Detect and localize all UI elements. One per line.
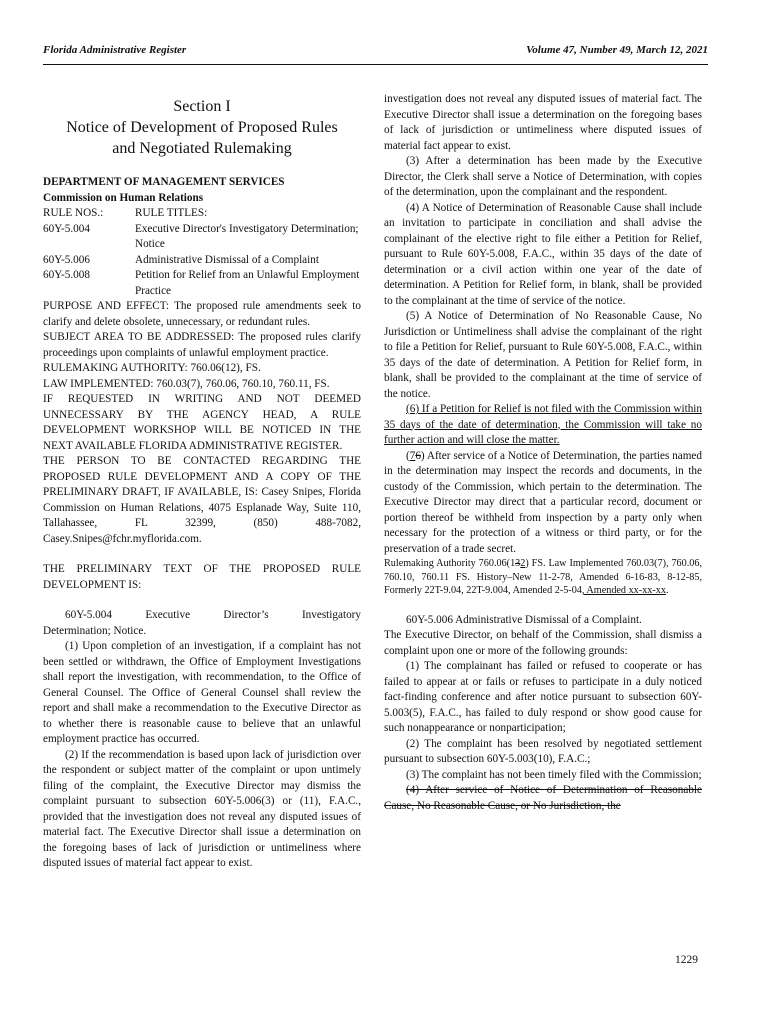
rule-list-header: RULE NOS.: RULE TITLES: [43, 207, 208, 219]
section-title: Section I Notice of Development of Proposed Rules and Negotiated Rulemaking [66, 98, 338, 157]
law-implemented: LAW IMPLEMENTED: 760.03(7), 760.06, 760.10, 760.11, FS. [43, 377, 330, 390]
header-rule [43, 64, 708, 65]
rule-5004-para-2-cont: investigation does not reveal any disputed issues of material fact. The Executive Director shall issue a determination on the foregoing bases of lack of jurisdiction or untimeliness where disputed issues of material fact appear to exist. [384, 93, 702, 152]
rule-5006-para-2: (2) The complaint has been resolved by negotiated settlement pursuant to subsection 60Y-5.003(10), F.A.C.; [384, 737, 702, 765]
department-name: DEPARTMENT OF MANAGEMENT SERVICES [43, 176, 285, 188]
rule-5004-para-7: (76) After service of a Notice of Determination, the parties named in the determination may inspect the records and documents, in the custody of the Commission, which pertain to the determination. The Executive Director may direct that a particular record, document or portion thereof be withheld from inspection by a party only when necessary for the protection of a witness or third party, or for the preservation of a trade secret. [384, 449, 702, 555]
page-number: 1229 [675, 954, 698, 966]
workshop-notice: IF REQUESTED IN WRITING AND NOT DEEMED UNNECESSARY BY THE AGENCY HEAD, A RULE DEVELOPMENT WORKSHOP WILL BE NOTICED IN THE NEXT AVAILABLE FLORIDA ADMINISTRATIVE REGISTER. [43, 393, 361, 452]
rule-5004-heading-cont: Determination; Notice. [43, 624, 147, 637]
commission-name: Commission on Human Relations [43, 191, 204, 204]
rule-list-item: 60Y-5.008 Petition for Relief from an Unlawful Employment Practice [43, 269, 360, 297]
preliminary-text-heading: THE PRELIMINARY TEXT OF THE PROPOSED RULE DEVELOPMENT IS: [43, 563, 361, 591]
rule-5006-heading: 60Y-5.006 Administrative Dismissal of a Complaint. [406, 613, 642, 626]
subject-area: SUBJECT AREA TO BE ADDRESSED: The proposed rules clarify proceedings upon complaints of unlawful employment practice. [43, 331, 361, 359]
rule-5004-para-5: (5) A Notice of Determination of No Reasonable Cause, No Jurisdiction or Untimeliness shall advise the complainant of the right to file a Petition for Relief, pursuant to Rule 60Y-5.008, F.A.C., within 35 days of the date of determination. A Petition for Relief form, in blank, shall be provided to the complainant at the time of service of the notice. [384, 310, 702, 400]
rule-5004-para-3: (3) After a determination has been made by the Executive Director, the Clerk shall serve a Notice of Determination, with copies of the determination, upon the complainant and the respondent. [384, 155, 702, 198]
rulemaking-authority: RULEMAKING AUTHORITY: 760.06(12), FS. [43, 362, 261, 374]
right-column [384, 92, 702, 814]
rule-list-item: 60Y-5.004 Executive Director's Investigatory Determination; Notice [43, 222, 359, 250]
rule-5004-para-6-new: (6) If a Petition for Relief is not filed with the Commission within 35 days of the date of determination, the Commission will take no further action and will close the matter. [384, 403, 702, 446]
rule-list-item: 60Y-5.006 Administrative Dismissal of a Complaint [43, 253, 319, 266]
rule-5004-history: Rulemaking Authority 760.06(132) FS. Law Implemented 760.03(7), 760.06, 760.10, 760.11 FS. History–New 11-2-78, Amended 6-16-83, 8-12-85, Formerly 22T-9.04, 22T-9.004, Amended 2-5-04, Amended xx-xx-xx. [384, 558, 703, 596]
rule-5004-para-1: (1) Upon completion of an investigation, if a complaint has not been settled or withdrawn, the Office of Employment Investigations shall report the investigation, with recommendation, to the Office of General Counsel. The Office of General Counsel shall review the report and shall make a recommendation to the Executive Director as to whether there is reasonable cause to believe that an unlawful employment practice has occurred. [43, 640, 361, 745]
left-column [43, 92, 361, 869]
publication-name: Florida Administrative Register [43, 44, 187, 56]
rule-5006-para-4-struck: (4) After service of Notice of Determination of Reasonable Cause, No Reasonable Cause, or No Jurisdiction, the [384, 784, 702, 812]
volume-info: Volume 47, Number 49, March 12, 2021 [526, 44, 708, 56]
running-header [43, 44, 708, 60]
rule-5006-intro: The Executive Director, on behalf of the Commission, shall dismiss a complaint upon one or more of the following grounds: [384, 629, 702, 657]
purpose-and-effect: PURPOSE AND EFFECT: The proposed rule amendments seek to clarify and delete obsolete, unnecessary, or redundant rules. [43, 300, 361, 328]
rule-5004-para-2: (2) If the recommendation is based upon lack of jurisdiction over the respondent or subject matter of the complaint or upon untimely filing of the complaint, the Executive Director may dismiss the complaint pursuant to subsection 60Y-5.006(3) or (11), F.A.C., provided that the investigation does not reveal any disputed issues of material fact. The Executive Director shall issue a determination on the foregoing bases of lack of jurisdiction or untimeliness where disputed issues of material fact appear to exist. [43, 748, 361, 869]
rule-5004-para-4: (4) A Notice of Determination of Reasonable Cause shall include an invitation to participate in conciliation and shall advise the complainant of the elective right to file either a Petition for Relief, pursuant to Rule 60Y-5.008, F.A.C., within 35 days of the date of determination or a civil action within one year of the date of determination. A Petition for Relief form, in blank, shall be provided to the complainant at the time of service of the notice. [384, 201, 702, 307]
rule-5006-para-1: (1) The complainant has failed or refused to cooperate or has failed to appear at or fails or refuses to participate in a duly noticed fact-finding conference and after notice pursuant to subsection 60Y-5.003(5), F.A.C., has failed to duly respond or show good cause for such nonappearance or nonparticipation; [384, 660, 702, 734]
contact-person: THE PERSON TO BE CONTACTED REGARDING THE PROPOSED RULE DEVELOPMENT AND A COPY OF THE PRELIMINARY DRAFT, IF AVAILABLE, IS: Casey Snipes, Florida Commission on Human Relations, 4075 Esplanade Way, Suite 110, Tallahassee, FL 32399, (850) 488-7082, Casey.Snipes@fchr.myflorida.com. [43, 455, 361, 545]
rule-5004-heading: 60Y-5.004 Executive Director’s Investigatory [65, 609, 361, 621]
rule-5006-para-3: (3) The complaint has not been timely filed with the Commission; [406, 768, 702, 781]
